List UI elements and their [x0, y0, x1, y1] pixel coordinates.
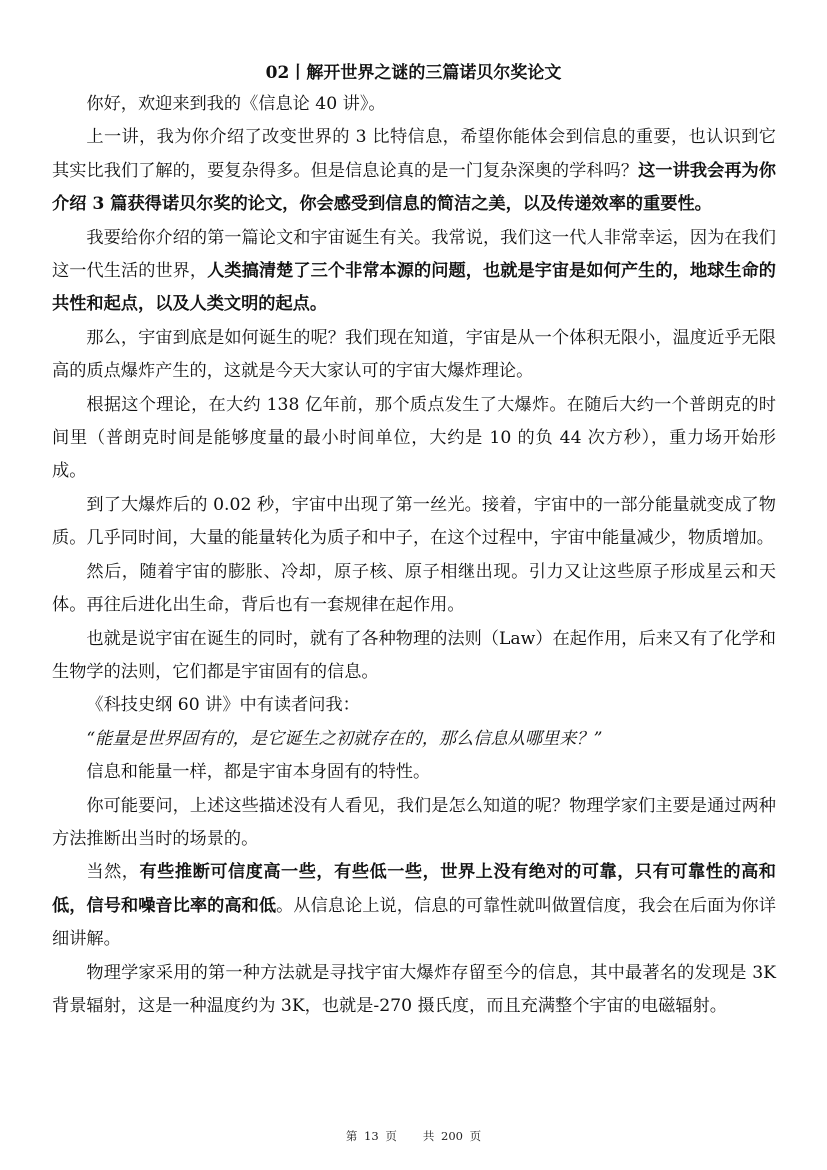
paragraph-text: 也就是说宇宙在诞生的同时，就有了各种物理的法则（Law）在起作用，后来又有了化学和生物学的法则，它们都是宇宙固有的信息。 — [52, 628, 776, 682]
paragraph-text: 物理学家采用的第一种方法就是寻找宇宙大爆炸存留至今的信息，其中最著名的发现是 3K 背景辐射，这是一种温度约为 3K，也就是-270 摄氏度，而且充满整个宇宙的电磁辐射。 — [52, 962, 776, 1016]
paragraph — [52, 489, 776, 556]
paragraph-text: 你可能要问，上述这些描述没有人看见，我们是怎么知道的呢？物理学家们主要是通过两种方法推断出当时的场景的。 — [52, 795, 776, 849]
paragraph — [52, 389, 776, 489]
paragraph — [52, 88, 776, 121]
bold-emphasis: 有些推断可信度高一些，有些低一些，世界上没有绝对的可靠，只有可靠性的高和低，信号和噪音比率的高和低 — [52, 862, 776, 916]
paragraph-text: 你好，欢迎来到我的《信息论 40 讲》。 — [86, 94, 386, 114]
paragraph-text: 根据这个理论，在大约 138 亿年前，那个质点发生了大爆炸。在随后大约一个普朗克的时间里（普朗克时间是能够度量的最小时间单位，大约是 10 的负 44 次方秒），重力场开始形成。 — [52, 394, 776, 482]
page-total: 共 200 页 — [422, 1129, 482, 1143]
bold-emphasis: 这一讲我会再为你介绍 3 篇获得诺贝尔奖的论文，你会感受到信息的简洁之美，以及传递效率的重要性。 — [52, 160, 776, 215]
paragraph — [52, 556, 776, 623]
paragraph — [52, 957, 776, 1024]
paragraph — [52, 222, 776, 322]
paragraph-text: 我要给你介绍的第一篇论文和宇宙诞生有关。我常说，我们这一代人非常幸运，因为在我们这一代生活的世界， — [52, 227, 776, 282]
page-footer — [0, 1128, 827, 1144]
paragraph — [52, 322, 776, 389]
paragraph-text: 《科技史纲 60 讲》中有读者问我： — [86, 695, 360, 716]
paragraph-text: 信息和能量一样，都是宇宙本身固有的特性。 — [86, 762, 431, 783]
article-body — [52, 88, 776, 1023]
reader-quote — [52, 723, 776, 756]
paragraph-text: 然后，随着宇宙的膨胀、冷却，原子核、原子相继出现。引力又让这些原子形成星云和天体。再往后进化出生命，背后也有一套规律在起作用。 — [52, 561, 776, 616]
bold-emphasis: 人类搞清楚了三个非常本源的问题，也就是宇宙是如何产生的，地球生命的共性和起点，以及人类文明的起点。 — [52, 261, 776, 315]
paragraph — [52, 756, 776, 789]
paragraph — [52, 121, 776, 221]
paragraph-text: 到了大爆炸后的 0.02 秒，宇宙中出现了第一丝光。接着，宇宙中的一部分能量就变成了物质。几乎同时间，大量的能量转化为质子和中子，在这个过程中，宇宙中能量减少，物质增加。 — [52, 494, 776, 549]
page-number: 第 13 页 — [345, 1129, 397, 1143]
paragraph — [52, 856, 776, 956]
paragraph-text: 。从信息论上说，信息的可靠性就叫做置信度，我会在后面为你详细讲解。 — [52, 895, 776, 950]
paragraph-text: 上一讲，我为你介绍了改变世界的 3 比特信息，希望你能体会到信息的重要，也认识到它其实比我们了解的，要复杂得多。但是信息论真的是一门复杂深奥的学科吗？ — [52, 127, 776, 181]
paragraph-text: 那么，宇宙到底是如何诞生的呢？我们现在知道，宇宙是从一个体积无限小，温度近乎无限高的质点爆炸产生的，这就是今天大家认可的宇宙大爆炸理论。 — [52, 327, 776, 382]
paragraph — [52, 689, 776, 722]
paragraph — [52, 790, 776, 857]
paragraph-text: 当然， — [86, 862, 140, 883]
paragraph — [52, 623, 776, 690]
quote-text: “能量是世界固有的，是它诞生之初就存在的，那么信息从哪里来？” — [86, 728, 603, 749]
lecture-title: 02丨解开世界之谜的三篇诺贝尔奖论文 — [265, 63, 562, 83]
